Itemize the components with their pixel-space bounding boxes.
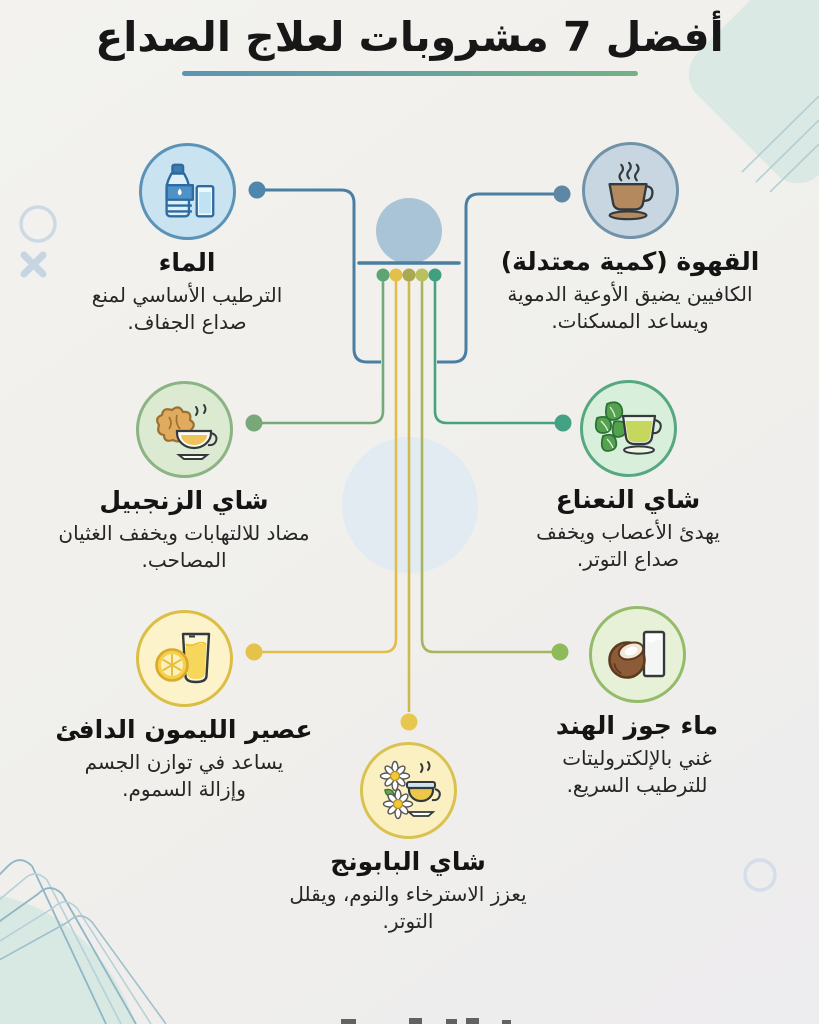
item-ginger-desc: مضاد للالتهابات ويخفف الغثيان المصاحب. <box>58 520 310 573</box>
item-coconut-title: ماء جوز الهند <box>555 711 719 740</box>
item-coffee-desc: الكافيين يضيق الأوعية الدموية ويساعد المسكنات. <box>507 281 753 334</box>
item-mint <box>473 380 783 574</box>
chamomile-endpoint-dot <box>401 714 418 731</box>
head-circle <box>376 198 442 264</box>
item-coconut-desc: غني بالإلكتروليتات للترطيب السريع. <box>562 745 712 798</box>
water-bubble <box>139 143 236 240</box>
item-lemon-title: عصير الليمون الدافئ <box>55 715 313 744</box>
water-bottle-glass-icon <box>153 158 221 226</box>
coconut-bubble <box>589 606 686 703</box>
daisy-1 <box>381 761 410 790</box>
ginger-root-tea-icon <box>149 395 219 465</box>
coconut-water-icon <box>602 620 672 690</box>
page-title: أفضل 7 مشروبات لعلاج الصداع <box>95 13 724 61</box>
item-mint-desc: يهدئ الأعصاب ويخفف صداع التوتر. <box>536 519 720 572</box>
item-ginger-title: شاي الزنجبيل <box>99 486 269 515</box>
hub-dot <box>377 269 390 282</box>
ginger-bubble <box>136 381 233 478</box>
item-chamomile-desc: يعزز الاسترخاء والنوم، ويقلل التوتر. <box>289 881 527 934</box>
item-chamomile-title: شاي البابونج <box>330 847 486 876</box>
item-lemon-desc: يساعد في توازن الجسم وإزالة السموم. <box>84 749 284 802</box>
hub-dot <box>416 269 429 282</box>
item-water <box>32 143 342 337</box>
hub-dot <box>403 269 416 282</box>
item-coffee-title: القهوة (كمية معتدلة) <box>500 247 760 276</box>
chamomile-flowers-tea-icon <box>373 756 443 826</box>
lemon-juice-glass-icon <box>149 624 219 694</box>
bottom-right-circle-decoration <box>745 860 775 890</box>
item-ginger <box>29 381 339 575</box>
item-water-desc: الترطيب الأساسي لمنع صداع الجفاف. <box>91 282 283 335</box>
mint-bubble <box>580 380 677 477</box>
item-coffee <box>475 142 785 336</box>
central-hub <box>359 198 459 282</box>
mint-leaves-tea-icon <box>593 394 663 464</box>
hub-dot <box>390 269 403 282</box>
coffee-bubble <box>582 142 679 239</box>
item-mint-title: شاي النعناع <box>555 485 701 514</box>
item-water-title: الماء <box>158 248 216 277</box>
hub-dot <box>429 269 442 282</box>
coffee-cup-icon <box>596 157 664 225</box>
chamomile-bubble <box>360 742 457 839</box>
title-underline <box>182 71 638 76</box>
item-chamomile <box>253 742 563 936</box>
header <box>0 0 819 76</box>
lemon-bubble <box>136 610 233 707</box>
bottom-cropped-text-marks <box>341 1018 511 1024</box>
